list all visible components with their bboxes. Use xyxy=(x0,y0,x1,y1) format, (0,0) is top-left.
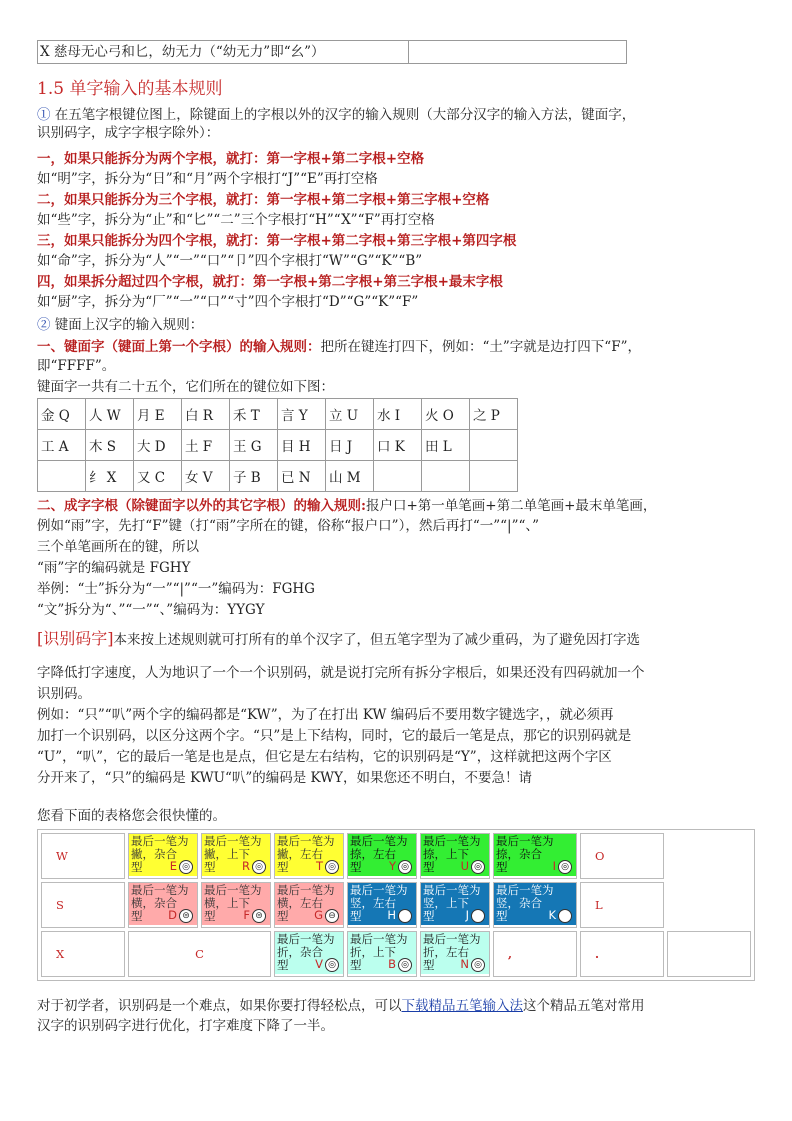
code-cell-key-label: O xyxy=(580,833,664,879)
code-cell-text: 横，左右 xyxy=(277,896,323,910)
code-key: R xyxy=(242,859,250,873)
code-cell-text: 捺，杂合 xyxy=(496,847,542,861)
code-cell-content xyxy=(275,834,343,876)
keyface-cell xyxy=(470,430,518,461)
shibie-line-7: 分开来了，“只”的编码是 KWU“叭”的编码是 KWY，如果您还不明白，不要急！请 xyxy=(37,770,532,786)
code-cell-content xyxy=(348,883,416,925)
code-row xyxy=(41,882,751,928)
keyface-cell xyxy=(374,461,422,492)
code-cell-text: 最后一笔为 xyxy=(131,883,189,897)
code-cell-text: 最后一笔为 xyxy=(423,834,481,848)
code-key: N xyxy=(460,957,469,971)
shibie-line-1: [识别码字]本来按上述规则就可打所有的单个汉字了，但五笔字型为了减少重码，为了避免因打字选 xyxy=(37,629,640,648)
code-cell-text: 横，上下 xyxy=(204,896,250,910)
stroke-glyph-icon: ◎ xyxy=(179,860,193,874)
code-cell-text: 型 xyxy=(496,860,508,874)
code-cell-text: 竖，杂合 xyxy=(496,896,542,910)
stroke-glyph-icon: ◎ xyxy=(471,860,485,874)
section-2-line: ② 键面上汉字的输入规则： xyxy=(37,317,204,333)
code-cell-content xyxy=(421,883,489,925)
code-key: D xyxy=(168,908,177,922)
code-cell-text: 最后一笔为 xyxy=(277,932,335,946)
shibie-line-5: 加打一个识别码，以区分这两个字。“只”是上下结构，同时，它的最后一笔是点，那它的识别码就是 xyxy=(37,728,632,744)
code-cell-text: 最后一笔为 xyxy=(350,883,408,897)
code-cell-text: 撇，杂合 xyxy=(131,847,177,861)
code-cell-key-label: X xyxy=(41,931,125,977)
intro-line-2: 识别码字，成字字根字除外）： xyxy=(37,125,220,141)
chengzi-line-4: “雨”字的编码就是 FGHY xyxy=(37,560,191,576)
code-cell-text: 最后一笔为 xyxy=(423,932,481,946)
rule-2-title: 二，如果只能拆分为三个字根，就打：第一字根+第二字根+第三字根+空格 xyxy=(37,192,490,208)
code-cell-text: 型 xyxy=(350,909,362,923)
code-key: J xyxy=(465,908,469,922)
code-cell-content xyxy=(129,834,197,876)
keyface-cell: 月 E xyxy=(134,399,182,430)
stroke-glyph-icon: ● xyxy=(398,909,412,923)
code-cell-text: 型 xyxy=(277,909,289,923)
code-cell-b xyxy=(347,931,417,977)
stroke-glyph-icon: ⊜ xyxy=(252,909,266,923)
code-cell-text: 竖，上下 xyxy=(423,896,469,910)
keyface-row xyxy=(38,430,518,461)
code-cell-text: 型 xyxy=(277,860,289,874)
code-cell-text: 折，杂合 xyxy=(277,945,323,959)
keyface-line-2: 即“FFFF”。 xyxy=(37,358,116,374)
code-cell-text: 型 xyxy=(131,860,143,874)
keyface-cell: 土 F xyxy=(182,430,230,461)
keyface-cell: 山 M xyxy=(326,461,374,492)
code-cell-key-label: L xyxy=(580,882,664,928)
shibie-line-2: 字降低打字速度，人为地识了一个一个识别码，就是说打完所有拆分字根后，如果还没有四码就加一个 xyxy=(37,665,645,681)
code-cell-content xyxy=(275,932,343,974)
stroke-glyph-icon: ◎ xyxy=(558,860,572,874)
code-cell-key-label xyxy=(667,931,751,977)
code-cell-text: 型 xyxy=(204,909,216,923)
stroke-glyph-icon: ◎ xyxy=(325,958,339,972)
stroke-glyph-icon: ● xyxy=(471,909,485,923)
code-row xyxy=(41,833,751,879)
code-cell-e xyxy=(128,833,198,879)
rule-3-example: 如“命”字，拆分为“人”“一”“口”“卩”四个字根打“W”“G”“K”“B” xyxy=(37,253,423,269)
code-cell-text: 型 xyxy=(277,958,289,972)
code-key: F xyxy=(243,908,250,922)
footer-line-1: 对于初学者，识别码是一个难点，如果你要打得轻松点，可以下载精品五笔输入法这个精品五笔对常用 xyxy=(37,998,645,1014)
code-cell-text: 型 xyxy=(423,909,435,923)
code-key: G xyxy=(314,908,323,922)
code-key: H xyxy=(387,908,396,922)
code-cell-text: 最后一笔为 xyxy=(131,834,189,848)
code-cell-content xyxy=(421,834,489,876)
code-cell-text: 最后一笔为 xyxy=(496,834,554,848)
keyface-cell xyxy=(38,461,86,492)
code-cell-key-label: , xyxy=(493,931,577,977)
identification-code-table xyxy=(37,829,755,981)
code-cell-text: 最后一笔为 xyxy=(496,883,554,897)
code-cell-g xyxy=(274,882,344,928)
keyface-line-3: 键面字一共有二十五个，它们所在的键位如下图： xyxy=(37,379,334,395)
code-key: U xyxy=(460,859,469,873)
keyface-cell: 纟 X xyxy=(86,461,134,492)
keyface-cell: 目 H xyxy=(278,430,326,461)
code-key: Y xyxy=(388,859,396,873)
code-cell-text: 最后一笔为 xyxy=(204,883,262,897)
rule-4-title: 四，如果拆分超过四个字根，就打：第一字根+第二字根+第三字根+最末字根 xyxy=(37,274,503,290)
code-cell-j xyxy=(420,882,490,928)
keyface-row xyxy=(38,461,518,492)
code-cell-key-label: W xyxy=(41,833,125,879)
keyface-table xyxy=(37,398,518,492)
section-heading: 1.5 单字输入的基本规则 xyxy=(37,79,223,99)
keyface-cell: 日 J xyxy=(326,430,374,461)
keyface-cell: 大 D xyxy=(134,430,182,461)
code-cell-text: 折，上下 xyxy=(350,945,396,959)
code-cell-v xyxy=(274,931,344,977)
code-cell-text: 撇，上下 xyxy=(204,847,250,861)
code-cell-text: 最后一笔为 xyxy=(423,883,481,897)
code-cell-u xyxy=(420,833,490,879)
rule-4-example: 如“厨”字，拆分为“厂”“一”“口”“寸”四个字根打“D”“G”“K”“F” xyxy=(37,294,419,310)
keyface-row xyxy=(38,399,518,430)
keyface-cell: 女 V xyxy=(182,461,230,492)
stroke-glyph-icon: ◎ xyxy=(398,958,412,972)
rule-1-title: 一，如果只能拆分为两个字根，就打：第一字根+第二字根+空格 xyxy=(37,151,425,167)
keyface-cell: 木 S xyxy=(86,430,134,461)
keyface-cell: 已 N xyxy=(278,461,326,492)
stroke-glyph-icon: ◎ xyxy=(398,860,412,874)
keyface-cell: 火 O xyxy=(422,399,470,430)
code-cell-text: 型 xyxy=(350,860,362,874)
code-key: B xyxy=(388,957,396,971)
stroke-glyph-icon: ● xyxy=(558,909,572,923)
code-cell-text: 捺，上下 xyxy=(423,847,469,861)
top-table-row xyxy=(37,40,627,64)
code-cell-content xyxy=(421,932,489,974)
chengzi-line-2: 例如“雨”字，先打“F”键（打“雨”字所在的键，俗称“报户口”），然后再打“一”“|”“、” xyxy=(37,518,540,534)
code-cell-text: 型 xyxy=(423,958,435,972)
chengzi-rule-line: 二、成字字根（除键面字以外的其它字根）的输入规则:报户口+第一单笔画+第二单笔画+最末单笔画， xyxy=(37,498,657,514)
code-cell-content xyxy=(348,834,416,876)
rule-3-title: 三，如果只能拆分为四个字根，就打：第一字根+第二字根+第三字根+第四字根 xyxy=(37,233,517,249)
code-cell-text: 横，杂合 xyxy=(131,896,177,910)
chengzi-line-3: 三个单笔画所在的键，所以 xyxy=(37,539,199,555)
code-cell-r xyxy=(201,833,271,879)
code-cell-content xyxy=(202,883,270,925)
keyface-cell: 王 G xyxy=(230,430,278,461)
keyface-cell: 立 U xyxy=(326,399,374,430)
code-cell-text: 折，左右 xyxy=(423,945,469,959)
stroke-glyph-icon: ⊖ xyxy=(325,909,339,923)
code-cell-text: 型 xyxy=(350,958,362,972)
code-cell-text: 捺，左右 xyxy=(350,847,396,861)
code-cell-text: 撇，左右 xyxy=(277,847,323,861)
code-key: E xyxy=(169,859,177,873)
code-cell-content xyxy=(275,883,343,925)
code-cell-text: 最后一笔为 xyxy=(204,834,262,848)
code-cell-f xyxy=(201,882,271,928)
shibie-line-4: 例如：“只”“叭”两个字的编码都是“KW”，为了在打出 KW 编码后不要用数字键选字，，就必须再 xyxy=(37,707,614,723)
code-cell-i xyxy=(493,833,577,879)
code-cell-content xyxy=(494,883,576,925)
code-cell-content xyxy=(348,932,416,974)
code-cell-y xyxy=(347,833,417,879)
code-cell-h xyxy=(347,882,417,928)
keyface-cell xyxy=(470,461,518,492)
code-cell-k xyxy=(493,882,577,928)
intro-line-1: ① 在五笔字根键位图上，除键面上的字根以外的汉字的输入规则（大部分汉字的输入方法，键面字， xyxy=(37,107,636,123)
shibie-line-8: 您看下面的表格您会很快懂的。 xyxy=(37,808,226,824)
stroke-glyph-icon: ◎ xyxy=(252,860,266,874)
keyface-cell: 又 C xyxy=(134,461,182,492)
rule-1-example: 如“明”字，拆分为“日”和“月”两个字根打“J”“E”再打空格 xyxy=(37,171,378,187)
top-table-cell: X 慈母无心弓和匕，幼无力（“幼无力”即“幺”） xyxy=(38,41,409,63)
keyface-cell: 工 A xyxy=(38,430,86,461)
keyface-cell: 口 K xyxy=(374,430,422,461)
keyface-cell: 田 L xyxy=(422,430,470,461)
code-cell-key-label: S xyxy=(41,882,125,928)
code-key: T xyxy=(315,859,323,873)
keyface-cell: 言 Y xyxy=(278,399,326,430)
keyface-rule-line: 一、键面字（键面上第一个字根）的输入规则：把所在键连打四下，例如：“土”字就是边打四下“F”， xyxy=(37,339,641,355)
shibie-line-3: 识别码。 xyxy=(37,686,91,702)
code-cell-text: 型 xyxy=(496,909,508,923)
code-cell-text: 最后一笔为 xyxy=(277,834,335,848)
download-wubi-link[interactable]: 下载精品五笔输入法 xyxy=(401,998,523,1014)
code-cell-key-label: C xyxy=(128,931,271,977)
code-key: V xyxy=(315,957,323,971)
code-cell-text: 竖，左右 xyxy=(350,896,396,910)
keyface-cell xyxy=(422,461,470,492)
code-cell-text: 最后一笔为 xyxy=(277,883,335,897)
code-cell-key-label: . xyxy=(580,931,664,977)
keyface-cell: 水 I xyxy=(374,399,422,430)
code-cell-text: 最后一笔为 xyxy=(350,932,408,946)
code-cell-content xyxy=(202,834,270,876)
shibie-line-6: “U”，“叭”，它的最后一笔是也是点，但它是左右结构，它的识别码是“Y”，这样就把这两个字区 xyxy=(37,749,612,765)
code-cell-content xyxy=(129,883,197,925)
code-cell-text: 型 xyxy=(131,909,143,923)
keyface-cell: 禾 T xyxy=(230,399,278,430)
keyface-cell: 金 Q xyxy=(38,399,86,430)
keyface-cell: 人 W xyxy=(86,399,134,430)
code-key: I xyxy=(552,859,556,873)
chengzi-line-6: “文”拆分为“、”“一”“、”编码为：YYGY xyxy=(37,602,265,618)
code-cell-content xyxy=(494,834,576,876)
code-cell-n xyxy=(420,931,490,977)
code-cell-text: 最后一笔为 xyxy=(350,834,408,848)
code-row xyxy=(41,931,751,977)
code-key: K xyxy=(548,908,556,922)
keyface-cell: 白 R xyxy=(182,399,230,430)
footer-line-2: 汉字的识别码字进行优化，打字难度下降了一半。 xyxy=(37,1018,334,1034)
stroke-glyph-icon: ◎ xyxy=(471,958,485,972)
chengzi-line-5: 举例：“士”拆分为“一”“|”“一”编码为：FGHG xyxy=(37,581,315,597)
keyface-cell: 之 P xyxy=(470,399,518,430)
rule-2-example: 如“些”字，拆分为“止”和“匕”“二”三个字根打“H”“X”“F”再打空格 xyxy=(37,212,435,228)
code-cell-text: 型 xyxy=(204,860,216,874)
code-cell-d xyxy=(128,882,198,928)
keyface-cell: 子 B xyxy=(230,461,278,492)
stroke-glyph-icon: ◎ xyxy=(325,860,339,874)
code-cell-t xyxy=(274,833,344,879)
stroke-glyph-icon: ⊜ xyxy=(179,909,193,923)
code-cell-text: 型 xyxy=(423,860,435,874)
